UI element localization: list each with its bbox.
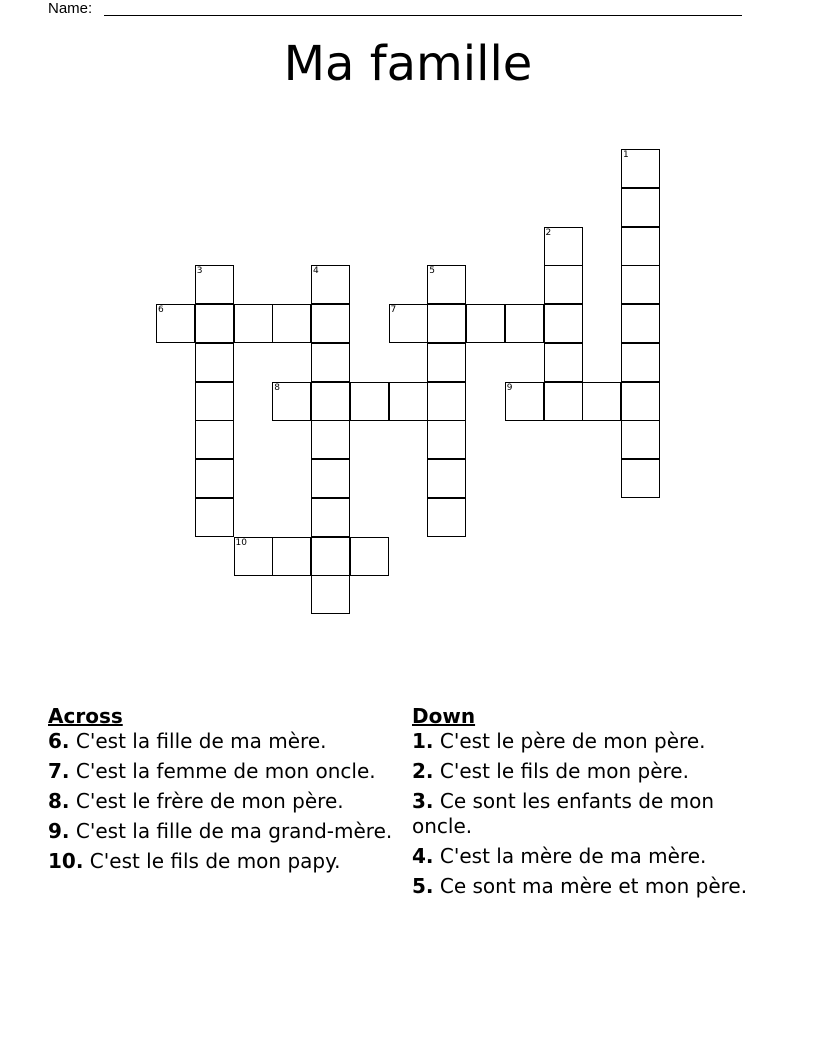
grid-cell[interactable] [234,537,273,576]
clue-text: C'est le frère de mon père. [75,789,344,813]
clue-across-8 [48,789,393,814]
across-clues [48,703,393,879]
grid-cell[interactable] [195,420,234,459]
clue-down-2 [412,759,757,784]
grid-cell[interactable] [195,304,234,343]
clue-number-label: 8 [274,382,280,393]
clue-text: Ce sont ma mère et mon père. [439,874,748,898]
grid-cell[interactable] [621,343,660,382]
clue-number-label: 3 [196,266,203,277]
grid-cell[interactable] [466,304,505,343]
grid-cell[interactable] [311,498,350,537]
clue-number: 9. [48,819,70,843]
grid-cell[interactable] [544,343,583,382]
grid-cell[interactable] [427,498,466,537]
clue-number: 1. [412,729,434,753]
clue-number-label: 6 [158,305,164,315]
grid-cell[interactable] [350,537,389,576]
clue-down-1 [412,729,757,754]
grid-cell[interactable] [389,382,428,421]
clue-number: 7. [48,759,70,783]
down-clues [412,703,757,904]
grid-cell[interactable] [621,149,660,188]
clue-across-6 [48,729,393,754]
clue-number-label: 7 [390,305,397,315]
name-label: Name: [48,0,93,17]
grid-cell[interactable] [311,265,350,304]
page-title: Ma famille [283,36,533,92]
clue-down-4 [412,844,757,869]
grid-cell[interactable] [427,343,466,382]
grid-cell[interactable] [272,382,311,421]
clue-down-5 [412,874,757,899]
clue-across-10 [48,849,393,874]
clue-number: 6. [48,729,70,753]
clue-number-label: 4 [313,266,319,277]
down-heading: Down [412,704,476,728]
across-heading: Across [48,704,123,728]
clue-number: 4. [412,844,434,868]
clue-number-label: 5 [429,266,435,277]
clue-number-label: 1 [623,150,629,160]
clue-text: C'est le père de mon père. [439,729,706,753]
grid-cell[interactable] [427,459,466,498]
grid-cell[interactable] [621,304,660,343]
grid-cell[interactable] [311,537,350,576]
grid-cell[interactable] [621,188,660,227]
grid-cell[interactable] [582,382,621,421]
grid-cell[interactable] [311,420,350,459]
grid-cell[interactable] [427,382,466,421]
clue-text: C'est la fille de ma mère. [75,729,327,753]
clue-text: C'est la fille de ma grand-mère. [75,819,393,843]
clue-number: 3. [412,789,434,813]
grid-cell[interactable] [311,459,350,498]
clue-number: 5. [412,874,434,898]
grid-cell[interactable] [505,304,544,343]
clue-text: Ce sont les enfants de mon oncle. [412,789,714,838]
clue-number-label: 9 [506,382,513,393]
grid-cell[interactable] [621,382,660,421]
grid-cell[interactable] [427,304,466,343]
grid-cell[interactable] [389,304,428,343]
grid-cell[interactable] [311,343,350,382]
clue-number: 2. [412,759,434,783]
clue-down-3 [412,789,757,839]
clue-text: C'est le fils de mon père. [439,759,689,783]
grid-cell[interactable] [272,304,311,343]
clue-number: 8. [48,789,70,813]
grid-cell[interactable] [544,304,583,343]
grid-cell[interactable] [195,498,234,537]
grid-cell[interactable] [311,304,350,343]
grid-cell[interactable] [195,343,234,382]
grid-cell[interactable] [621,227,660,266]
grid-cell[interactable] [544,382,583,421]
grid-cell[interactable] [272,537,311,576]
grid-cell[interactable] [195,382,234,421]
clue-text: C'est la femme de mon oncle. [75,759,376,783]
grid-cell[interactable] [505,382,544,421]
grid-cell[interactable] [234,304,273,343]
clue-across-9 [48,819,393,844]
clue-number-label: 10 [235,537,247,548]
clue-number-label: 2 [545,227,552,238]
grid-cell[interactable] [350,382,389,421]
grid-cell[interactable] [427,420,466,459]
clue-across-7 [48,759,393,784]
grid-cell[interactable] [311,575,350,614]
clue-text: C'est le fils de mon papy. [89,849,341,873]
grid-cell[interactable] [427,265,466,304]
grid-cell[interactable] [195,459,234,498]
clue-number: 10. [48,849,84,873]
grid-cell[interactable] [156,304,195,343]
grid-cell[interactable] [621,265,660,304]
grid-cell[interactable] [621,459,660,498]
grid-cell[interactable] [311,382,350,421]
clue-text: C'est la mère de ma mère. [439,844,707,868]
grid-cell[interactable] [195,265,234,304]
grid-cell[interactable] [621,420,660,459]
grid-cell[interactable] [544,227,583,266]
grid-cell[interactable] [544,265,583,304]
